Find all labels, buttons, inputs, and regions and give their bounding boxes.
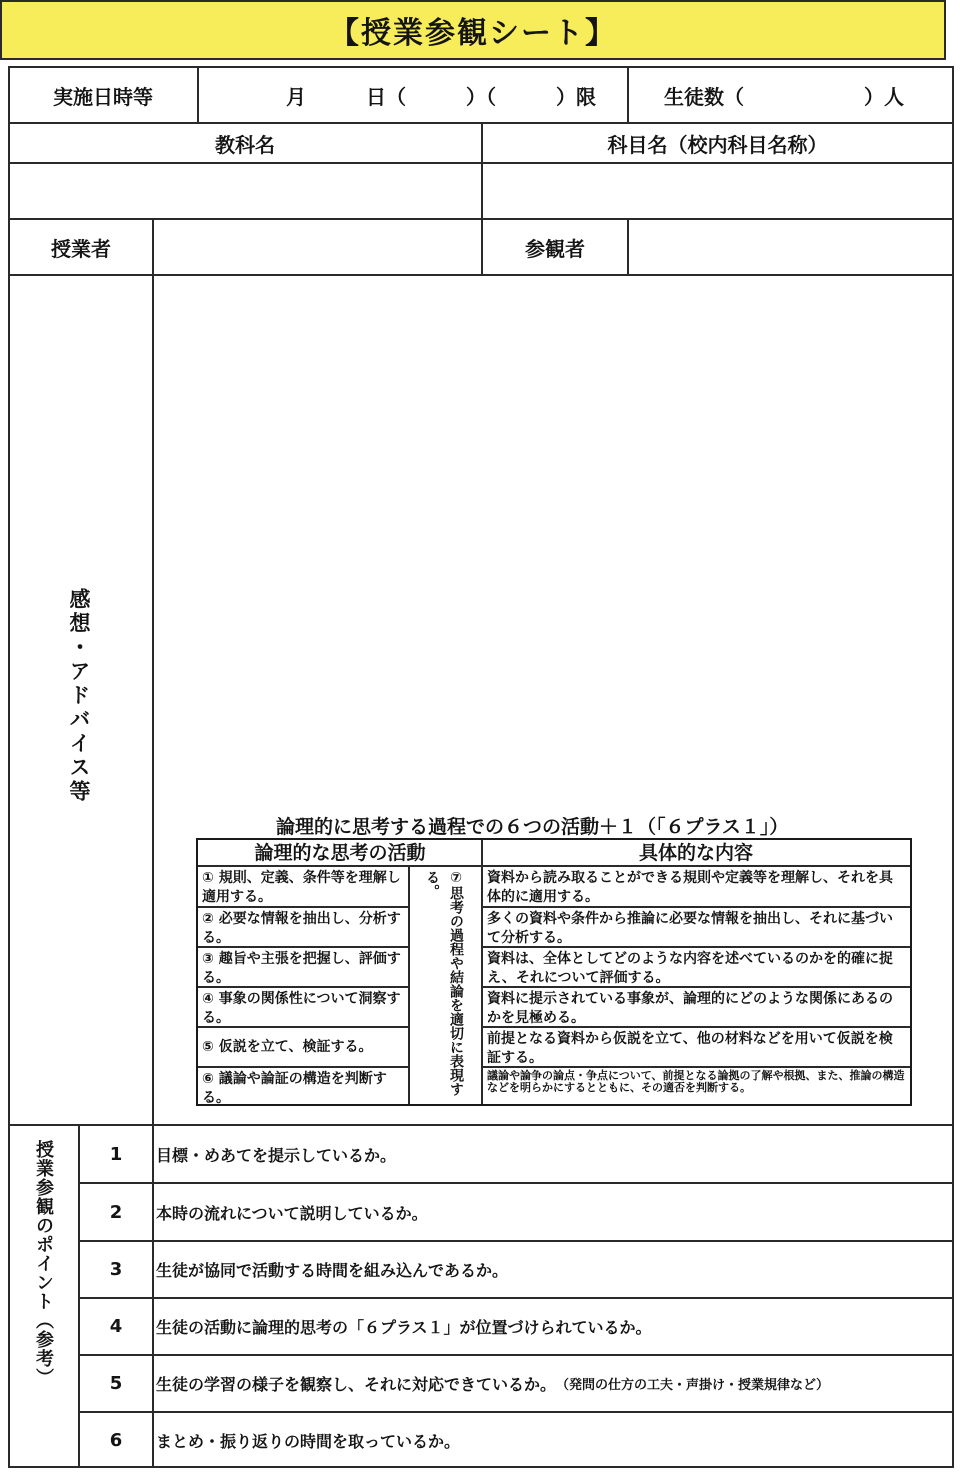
thinking-seventh: ⑦思考の過程や結論を適切に表現する。 bbox=[424, 870, 464, 1096]
content-1: 資料から読み取ることができる規則や定義等を理解し、それを具体的に適用する。 bbox=[487, 870, 893, 905]
thinking-table bbox=[196, 838, 912, 1106]
points-label: 授業参観のポイント（参考） bbox=[33, 1140, 54, 1387]
date-label: 実施日時等 bbox=[53, 84, 153, 109]
content-2: 多くの資料や条件から推論に必要な情報を抽出し、それに基づいて分析する。 bbox=[487, 911, 893, 946]
activity-4: ④ 事象の関係性について洞察する。 bbox=[202, 991, 401, 1026]
point-item bbox=[156, 1184, 948, 1240]
point-number: 4 bbox=[109, 1316, 123, 1337]
subject-input[interactable] bbox=[10, 164, 480, 218]
divider bbox=[197, 66, 199, 124]
point-item bbox=[156, 1356, 948, 1411]
activity-5: ⑤ 仮説を立て、検証する。 bbox=[202, 1038, 373, 1055]
thinking-col2-header: 具体的な内容 bbox=[638, 841, 753, 864]
activity-3: ③ 趣旨や主張を把握し、評価する。 bbox=[202, 951, 401, 986]
content-3: 資料は、全体としてどのような内容を述べているのかを的確に捉え、それについて評価する。 bbox=[487, 951, 893, 986]
point-number: 2 bbox=[109, 1201, 123, 1223]
observer-input[interactable] bbox=[629, 220, 952, 274]
point-text: 本時の流れについて説明しているか。 bbox=[156, 1203, 428, 1223]
comments-area[interactable] bbox=[155, 277, 951, 807]
thinking-title: 論理的に思考する過程での６つの活動＋１（「６プラス１」） bbox=[276, 816, 789, 838]
point-note: （発問の仕方の工夫・声掛け・授業規律など） bbox=[556, 1378, 830, 1393]
point-number: 5 bbox=[109, 1373, 123, 1394]
point-item bbox=[156, 1242, 948, 1297]
sheet-title bbox=[0, 0, 946, 60]
date-fields[interactable]: 月 日（ ）（ ）限 bbox=[286, 84, 596, 109]
course-input[interactable] bbox=[483, 164, 952, 218]
point-number: 6 bbox=[109, 1430, 123, 1451]
point-text: まとめ・振り返りの時間を取っているか。 bbox=[156, 1432, 461, 1451]
divider bbox=[408, 865, 410, 1104]
divider bbox=[152, 1124, 154, 1468]
content-5: 前提となる資料から仮説を立て、他の材料などを用いて仮説を検証する。 bbox=[487, 1031, 893, 1066]
course-label: 科目名（校内科目名称） bbox=[607, 132, 828, 157]
activity-6: ⑥ 議論や論証の構造を判断する。 bbox=[202, 1071, 387, 1104]
thinking-col1-header: 論理的な思考の活動 bbox=[254, 841, 426, 864]
point-number: 3 bbox=[109, 1259, 123, 1280]
point-number: 1 bbox=[109, 1143, 123, 1165]
point-item bbox=[156, 1413, 948, 1468]
point-text: 生徒の学習の様子を観察し、それに対応できているか。 bbox=[156, 1375, 557, 1394]
activity-1: ① 規則、定義、条件等を理解し適用する。 bbox=[202, 870, 401, 905]
sheet-title-text: 【授業参観シート】 bbox=[329, 16, 617, 51]
point-item bbox=[156, 1299, 948, 1354]
teacher-label: 授業者 bbox=[51, 236, 111, 261]
point-text: 生徒が協同で活動する時間を組み込んであるか。 bbox=[156, 1261, 509, 1280]
subject-label: 教科名 bbox=[215, 132, 275, 157]
students-count-field[interactable]: 生徒数（ ）人 bbox=[664, 84, 904, 109]
content-6: 議論や論争の論点・争点について、前提となる論拠の了解や根拠、また、推論の構造などを明らかにするとともに、その適否を判断する。 bbox=[487, 1069, 905, 1094]
content-4: 資料に提示されている事象が、論理的にどのような関係にあるのかを見極める。 bbox=[487, 991, 893, 1026]
comments-label: 感想・アドバイス等 bbox=[67, 588, 91, 804]
point-item bbox=[156, 1126, 948, 1182]
point-text: 目標・めあてを提示しているか。 bbox=[156, 1145, 397, 1165]
divider bbox=[627, 66, 629, 124]
point-text: 生徒の活動に論理的思考の「６プラス１」が位置づけられているか。 bbox=[156, 1318, 652, 1337]
activity-2: ② 必要な情報を抽出し、分析する。 bbox=[202, 911, 401, 946]
teacher-input[interactable] bbox=[155, 220, 480, 274]
divider bbox=[152, 218, 154, 1126]
observer-label: 参観者 bbox=[525, 236, 585, 261]
